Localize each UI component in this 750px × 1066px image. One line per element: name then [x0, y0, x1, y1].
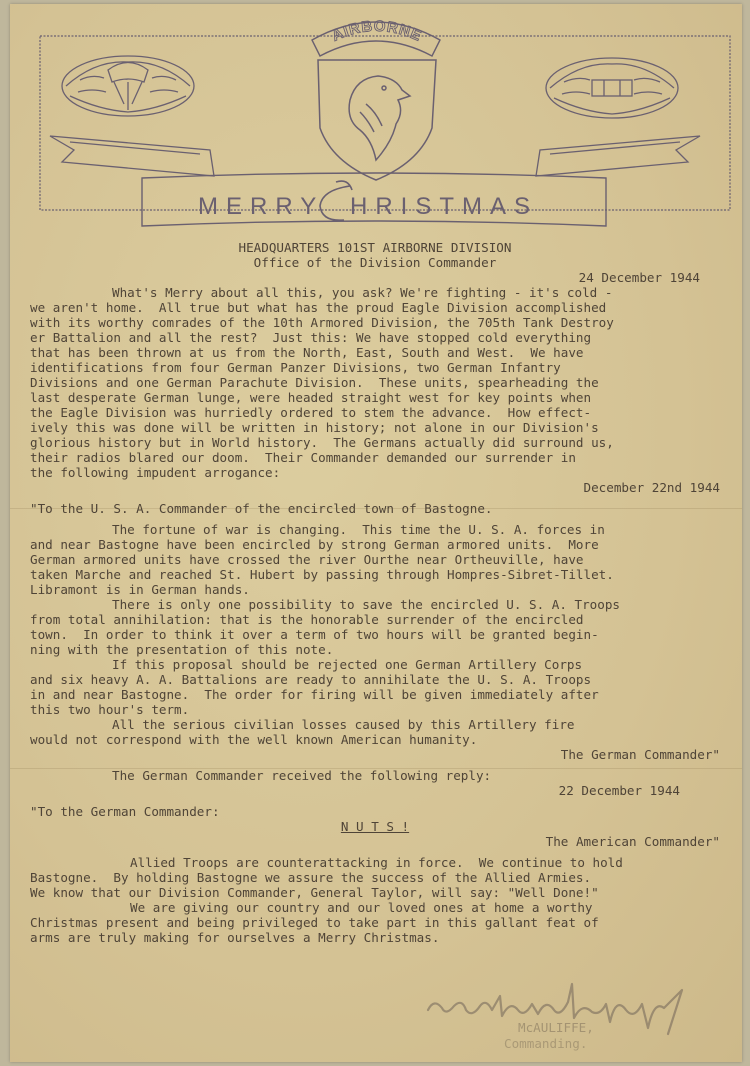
german-salutation: "To the U. S. A. Commander of the encircled town of Bastogne. [30, 501, 493, 516]
intro-line: with its worthy comrades of the 10th Armored Division, the 705th Tank Destroy [30, 315, 614, 330]
airborne-tab [312, 18, 440, 56]
heading-org: HEADQUARTERS 101ST AIRBORNE DIVISION [238, 240, 512, 255]
closing-line: We know that our Division Commander, General Taylor, will say: "Well Done!" [30, 885, 599, 900]
left-ribbon [50, 136, 214, 176]
greeting-banner [142, 173, 606, 226]
right-ribbon [536, 136, 700, 176]
closing-line: Allied Troops are counterattacking in force. We continue to hold [130, 855, 623, 870]
german-line: and six heavy A. A. Battalions are ready to annihilate the U. S. A. Troops [30, 672, 592, 687]
intro-line: identifications from four German Panzer Divisions, two German Infantry [30, 360, 561, 375]
german-line: would not correspond with the well known American humanity. [30, 732, 478, 747]
german-line: ning with the presentation of this note. [30, 642, 334, 657]
reply-nuts: N U T S ! [340, 819, 410, 834]
intro-line: What's Merry about all this, you ask? We're fighting - it's cold - [112, 285, 613, 300]
intro-line: we aren't home. All true but what has the proud Eagle Division accomplished [30, 300, 607, 315]
glider-badge-icon [546, 58, 678, 118]
german-line: Libramont is in German hands. [30, 582, 250, 597]
signature-name: McAULIFFE, [518, 1020, 594, 1035]
german-line: from total annihilation: that is the honorable surrender of the encircled [30, 612, 584, 627]
reply-signoff: The American Commander" [545, 834, 720, 849]
intro-line: ively this was done will be written in history; not alone in our Division's [30, 420, 599, 435]
closing-line: Bastogne. By holding Bastogne we assure the success of the Allied Armies. [30, 870, 592, 885]
intro-line: their radios blared our doom. Their Commander demanded our surrender in [30, 450, 576, 465]
intro-line: last desperate German lunge, were headed straight west for key points when [30, 390, 592, 405]
intro-line: the following impudent arrogance: [30, 465, 281, 480]
intro-line: that has been thrown at us from the North, East, South and West. We have [30, 345, 584, 360]
german-line: and near Bastogne have been encircled by strong German armored units. More [30, 537, 599, 552]
german-note-date: December 22nd 1944 [583, 480, 720, 495]
german-line: The fortune of war is changing. This time the U. S. A. forces in [112, 522, 605, 537]
eagle-shield-icon [318, 60, 436, 180]
letter-body [30, 240, 720, 945]
reply-intro: The German Commander received the following reply: [112, 768, 492, 783]
airborne-tab-text: AIRBORNE [329, 17, 425, 45]
intro-line: er Battalion and all the rest? Just this: We have stopped cold everything [30, 330, 592, 345]
heading-date: 24 December 1944 [578, 270, 700, 285]
script-c-icon [320, 181, 352, 220]
greeting-christmas: HRISTMAS [350, 193, 539, 220]
intro-line: Divisions and one German Parachute Division. These units, spearheading the [30, 375, 599, 390]
german-line: If this proposal should be rejected one German Artillery Corps [112, 657, 583, 672]
reply-date: 22 December 1944 [558, 783, 680, 798]
intro-line: the Eagle Division was hurriedly ordered to stem the advance. How effect- [30, 405, 592, 420]
heading-office: Office of the Division Commander [253, 255, 497, 270]
reply-salutation: "To the German Commander: [30, 804, 220, 819]
greeting-merry: MERRY [198, 193, 325, 220]
header-illustration [0, 0, 750, 240]
german-line: All the serious civilian losses caused by this Artillery fire [112, 717, 575, 732]
signature-title: Commanding. [504, 1036, 588, 1051]
german-line: this two hour's term. [30, 702, 190, 717]
closing-line: arms are truly making for ourselves a Merry Christmas. [30, 930, 440, 945]
german-signoff: The German Commander" [560, 747, 720, 762]
german-line: There is only one possibility to save the encircled U. S. A. Troops [112, 597, 620, 612]
parachute-wings-icon [62, 56, 194, 116]
closing-line: Christmas present and being privileged to take part in this gallant feat of [30, 915, 599, 930]
german-line: town. In order to think it over a term of two hours will be granted begin- [30, 627, 599, 642]
intro-line: glorious history but in World history. The Germans actually did surround us, [30, 435, 614, 450]
german-line: in and near Bastogne. The order for firing will be given immediately after [30, 687, 599, 702]
german-line: German armored units have crossed the river Ourthe near Ortheuville, have [30, 552, 584, 567]
german-line: taken Marche and reached St. Hubert by passing through Hompres-Sibret-Tillet. [30, 567, 614, 582]
closing-line: We are giving our country and our loved ones at home a worthy [130, 900, 593, 915]
